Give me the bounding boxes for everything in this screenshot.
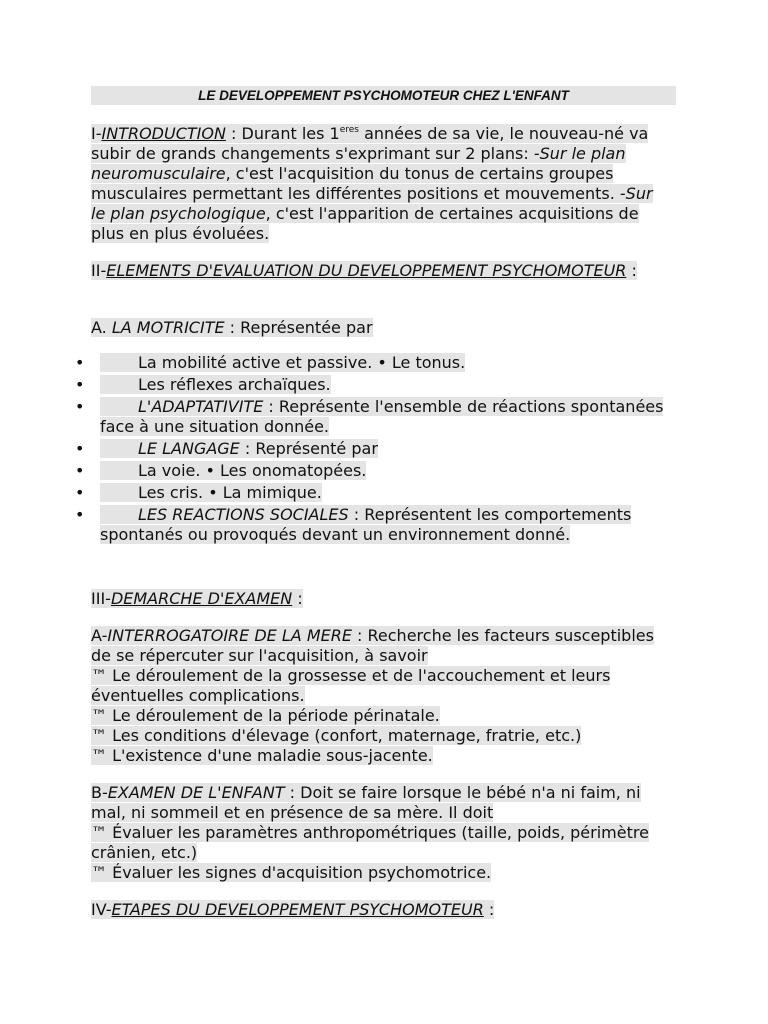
intro-prefix: I- xyxy=(91,124,102,143)
list-item: • Les réflexes archaïques. xyxy=(75,375,331,394)
section-introduction: I-INTRODUCTION : Durant les $1^{eres}$ années de sa vie, le nouveau-né va subir de grands changements s'exprimant sur 2 plans: -Sur le plan neuromusculaire, c'est l'acquisition du tonus de certains groupes musculaires permettant les différentes positions et mouvements. -Sur le plan psychologique, c'est l'apparition de certaines acquisitions de plus en plus évoluées. xyxy=(91,124,653,243)
bullet-icon: • xyxy=(75,353,85,372)
motricite-line: A. LA MOTRICITE : Représentée par xyxy=(91,318,373,337)
section-elements-heading: II-ELEMENTS D'EVALUATION DU DEVELOPPEMENT PSYCHOMOTEUR : xyxy=(91,261,637,280)
superscript-eres: eres xyxy=(339,125,359,135)
bullet-icon: • xyxy=(75,397,85,416)
list-item: ™ Le déroulement de la grossesse et de l'accouchement et leurs éventuelles complications. xyxy=(91,666,611,705)
list-item: • La mobilité active et passive. • Le tonus. xyxy=(75,353,466,372)
section-examen-enfant: B-EXAMEN DE L'ENFANT : Doit se faire lorsque le bébé n'a ni faim, ni mal, ni sommeil et en présence de sa mère. Il doit ™ Évaluer les paramètres anthropométriques (taille, poids, périmètre crânien, etc.) ™ Évaluer les signes d'acquisition psychomotrice. xyxy=(91,783,649,882)
list-item: ™ Le déroulement de la période périnatale. xyxy=(91,706,440,725)
list-item: • Les cris. • La mimique. xyxy=(75,483,322,502)
list-item: • La voie. • Les onomatopées. xyxy=(75,461,367,480)
bullet-icon: • xyxy=(75,483,85,502)
section-etapes-heading: IV-ETAPES DU DEVELOPPEMENT PSYCHOMOTEUR : xyxy=(91,900,495,919)
list-item: ™ L'existence d'une maladie sous-jacente. xyxy=(91,746,433,765)
list-item: • LES REACTIONS SOCIALES : Représentent les comportements spontanés ou provoqués devant un environnement donné. xyxy=(75,505,632,544)
bullet-list xyxy=(0,353,768,547)
section-interrogatoire: A-INTERROGATOIRE DE LA MERE : Recherche les facteurs susceptibles de se répercuter sur l'acquisition, à savoir ™ Le déroulement de la grossesse et de l'accouchement et leurs éventuelles complications. ™ Le déroulement de la période périnatale. ™ Les conditions d'élevage (confort, maternage, fratrie, etc.) ™ L'existence d'une maladie sous-jacente. xyxy=(91,626,654,765)
section-demarche-heading: III-DEMARCHE D'EXAMEN : xyxy=(91,589,303,608)
bullet-icon: • xyxy=(75,439,85,458)
list-item: • L'ADAPTATIVITE : Représente l'ensemble de réactions spontanées face à une situation donnée. xyxy=(75,397,664,436)
bullet-icon: • xyxy=(75,375,85,394)
intro-heading: INTRODUCTION xyxy=(101,124,226,143)
list-item: ™ Les conditions d'élevage (confort, maternage, fratrie, etc.) xyxy=(91,726,582,745)
bullet-icon: • xyxy=(75,505,85,524)
bullet-icon: • xyxy=(75,461,85,480)
list-item: ™ Évaluer les paramètres anthropométriques (taille, poids, périmètre crânien, etc.) xyxy=(91,823,649,862)
list-item: ™ Évaluer les signes d'acquisition psychomotrice. xyxy=(91,863,492,882)
list-item: • LE LANGAGE : Représenté par xyxy=(75,439,378,458)
document-title: LE DEVELOPPEMENT PSYCHOMOTEUR CHEZ L'ENFANT xyxy=(91,86,676,105)
